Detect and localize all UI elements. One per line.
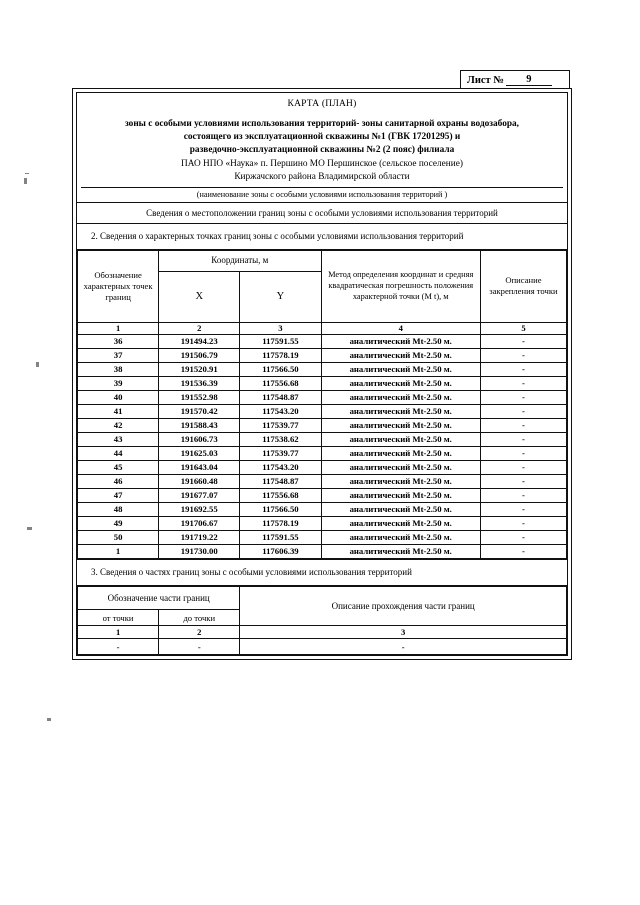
table-row	[78, 460, 567, 474]
sheet-number-value: 9	[506, 74, 552, 86]
header-description: Описание закрепления точки	[480, 250, 566, 322]
coordinate-x-cell: 191552.98	[159, 390, 240, 404]
description-cell: -	[480, 432, 566, 446]
point-designation-cell: 48	[78, 502, 159, 516]
scan-artifact	[25, 173, 29, 174]
coordinate-y-cell: 117578.19	[240, 348, 321, 362]
characteristic-points-body	[78, 322, 567, 558]
method-cell: аналитический Mt-2.50 м.	[321, 390, 480, 404]
document-frame	[72, 88, 572, 660]
coordinate-x-cell: 191536.39	[159, 376, 240, 390]
description-cell: -	[480, 334, 566, 348]
method-cell: аналитический Mt-2.50 м.	[321, 362, 480, 376]
table-row	[78, 446, 567, 460]
description-cell: -	[480, 544, 566, 558]
table-row	[78, 362, 567, 376]
sheet-number-field	[460, 70, 570, 90]
method-cell: аналитический Mt-2.50 м.	[321, 404, 480, 418]
coordinate-y-cell: 117539.77	[240, 446, 321, 460]
zone-name	[81, 118, 563, 184]
point-designation-cell: 47	[78, 488, 159, 502]
table-row	[78, 474, 567, 488]
map-title: КАРТА (ПЛАН)	[287, 99, 357, 109]
table-row	[78, 502, 567, 516]
point-designation-cell: 41	[78, 404, 159, 418]
border-parts-body	[78, 626, 567, 655]
coordinate-y-cell: 117543.20	[240, 404, 321, 418]
description-cell: -	[480, 404, 566, 418]
scan-artifact	[24, 178, 27, 184]
description-cell: -	[480, 348, 566, 362]
column-number-5: 5	[480, 322, 566, 334]
coordinate-y-cell: 117578.19	[240, 516, 321, 530]
point-designation-cell: 36	[78, 334, 159, 348]
coordinate-y-cell: 117548.87	[240, 474, 321, 488]
coordinate-y-cell: 117538.62	[240, 432, 321, 446]
coordinate-y-cell: 117548.87	[240, 390, 321, 404]
coordinate-y-cell: 117591.55	[240, 530, 321, 544]
table-row	[78, 544, 567, 558]
table-header-row-top	[78, 250, 567, 271]
method-cell: аналитический Mt-2.50 м.	[321, 334, 480, 348]
point-designation-cell: 49	[78, 516, 159, 530]
scan-artifact	[36, 362, 39, 367]
method-cell: аналитический Mt-2.50 м.	[321, 530, 480, 544]
column-number-4: 4	[321, 322, 480, 334]
scan-artifact	[27, 527, 32, 530]
coordinate-x-cell: 191588.43	[159, 418, 240, 432]
table-row	[78, 348, 567, 362]
coordinate-x-cell: 191730.00	[159, 544, 240, 558]
coordinate-y-cell: 117539.77	[240, 418, 321, 432]
method-cell: аналитический Mt-2.50 м.	[321, 516, 480, 530]
point-designation-cell: 44	[78, 446, 159, 460]
zone-name-line-3: разведочно-эксплуатационной скважины №2 (2 пояс) филиала	[189, 145, 455, 156]
description-cell: -	[480, 418, 566, 432]
header-y: Y	[240, 271, 321, 322]
header-from-point: от точки	[78, 610, 159, 626]
description-cell: -	[480, 530, 566, 544]
section3-heading: 3. Сведения о частях границ зоны с особыми условиями использования территорий	[77, 559, 567, 586]
coordinate-y-cell: 117566.50	[240, 502, 321, 516]
method-cell: аналитический Mt-2.50 м.	[321, 460, 480, 474]
table-row	[78, 516, 567, 530]
description-cell: -	[480, 390, 566, 404]
header-method: Метод определения координат и средняя квадратическая погрешность положения характерной точки (M t), м	[321, 250, 480, 322]
coordinate-x-cell: 191506.79	[159, 348, 240, 362]
description-cell: -	[480, 376, 566, 390]
table-row	[78, 639, 567, 655]
point-designation-cell: 42	[78, 418, 159, 432]
point-designation-cell: 45	[78, 460, 159, 474]
coordinate-y-cell: 117556.68	[240, 376, 321, 390]
description-cell: -	[480, 502, 566, 516]
point-designation-cell: 1	[78, 544, 159, 558]
description-cell: -	[480, 474, 566, 488]
parts-column-number-1: 1	[78, 626, 159, 639]
coordinate-y-cell: 117566.50	[240, 362, 321, 376]
characteristic-points-table	[77, 250, 567, 559]
document-inner-frame	[76, 92, 568, 656]
coordinate-x-cell: 191606.73	[159, 432, 240, 446]
coordinate-x-cell: 191520.91	[159, 362, 240, 376]
sheet-number-label: Лист №	[467, 74, 504, 86]
description-cell: -	[480, 460, 566, 474]
table-row	[78, 488, 567, 502]
coordinate-x-cell: 191660.48	[159, 474, 240, 488]
coordinate-x-cell: 191494.23	[159, 334, 240, 348]
table-row	[78, 530, 567, 544]
coordinate-y-cell: 117591.55	[240, 334, 321, 348]
table-row	[78, 390, 567, 404]
zone-name-caption: (наименование зоны с особыми условиями использования территорий )	[81, 187, 563, 200]
coordinate-x-cell: 191570.42	[159, 404, 240, 418]
method-cell: аналитический Mt-2.50 м.	[321, 376, 480, 390]
point-designation-cell: 50	[78, 530, 159, 544]
header-point-designation: Обозначение характерных точек границ	[78, 250, 159, 322]
point-designation-cell: 38	[78, 362, 159, 376]
scan-artifact	[47, 718, 51, 721]
parts-column-number-2: 2	[159, 626, 240, 639]
point-designation-cell: 39	[78, 376, 159, 390]
title-block	[77, 93, 567, 203]
description-cell: -	[480, 446, 566, 460]
method-cell: аналитический Mt-2.50 м.	[321, 502, 480, 516]
coordinate-y-cell: 117556.68	[240, 488, 321, 502]
parts-header-row-top	[78, 587, 567, 610]
coordinate-x-cell: 191692.55	[159, 502, 240, 516]
point-designation-cell: 46	[78, 474, 159, 488]
method-cell: аналитический Mt-2.50 м.	[321, 544, 480, 558]
header-x: X	[159, 271, 240, 322]
table-row	[78, 376, 567, 390]
coordinate-x-cell: 191719.22	[159, 530, 240, 544]
coordinate-y-cell: 117543.20	[240, 460, 321, 474]
point-designation-cell: 37	[78, 348, 159, 362]
coordinate-x-cell: 191706.67	[159, 516, 240, 530]
method-cell: аналитический Mt-2.50 м.	[321, 488, 480, 502]
passage-description-cell: -	[240, 639, 567, 655]
header-part-designation: Обозначение части границ	[78, 587, 240, 610]
parts-column-number-row	[78, 626, 567, 639]
zone-name-line-2: состоящего из эксплуатационной скважины №1 (ГВК 17201295) и	[183, 132, 461, 143]
coordinate-y-cell: 117606.39	[240, 544, 321, 558]
method-cell: аналитический Mt-2.50 м.	[321, 446, 480, 460]
point-designation-cell: 40	[78, 390, 159, 404]
to-point-cell: -	[159, 639, 240, 655]
header-passage-description: Описание прохождения части границ	[240, 587, 567, 626]
table-row	[78, 418, 567, 432]
column-number-1: 1	[78, 322, 159, 334]
point-designation-cell: 43	[78, 432, 159, 446]
description-cell: -	[480, 516, 566, 530]
header-to-point: до точки	[159, 610, 240, 626]
coordinate-x-cell: 191625.03	[159, 446, 240, 460]
table-row	[78, 404, 567, 418]
coordinate-x-cell: 191643.04	[159, 460, 240, 474]
table-row	[78, 432, 567, 446]
column-number-3: 3	[240, 322, 321, 334]
from-point-cell: -	[78, 639, 159, 655]
section1-heading: Сведения о местоположении границ зоны с особыми условиями использования территорий	[77, 203, 567, 224]
method-cell: аналитический Mt-2.50 м.	[321, 432, 480, 446]
description-cell: -	[480, 488, 566, 502]
method-cell: аналитический Mt-2.50 м.	[321, 474, 480, 488]
section2-heading: 2. Сведения о характерных точках границ зоны с особыми условиями использования территорий	[77, 224, 567, 250]
table-row	[78, 334, 567, 348]
column-number-row	[78, 322, 567, 334]
header-coordinates: Координаты, м	[159, 250, 321, 271]
method-cell: аналитический Mt-2.50 м.	[321, 348, 480, 362]
method-cell: аналитический Mt-2.50 м.	[321, 418, 480, 432]
parts-column-number-3: 3	[240, 626, 567, 639]
column-number-2: 2	[159, 322, 240, 334]
zone-name-line-5: Киржачского района Владимирской области	[234, 171, 410, 182]
zone-name-line-4: ПАО НПО «Наука» п. Першино МО Першинское (сельское поселение)	[181, 158, 463, 169]
description-cell: -	[480, 362, 566, 376]
coordinate-x-cell: 191677.07	[159, 488, 240, 502]
border-parts-table	[77, 586, 567, 655]
zone-name-line-1: зоны с особыми условиями использования территорий- зоны санитарной охраны водозабора,	[125, 119, 519, 129]
